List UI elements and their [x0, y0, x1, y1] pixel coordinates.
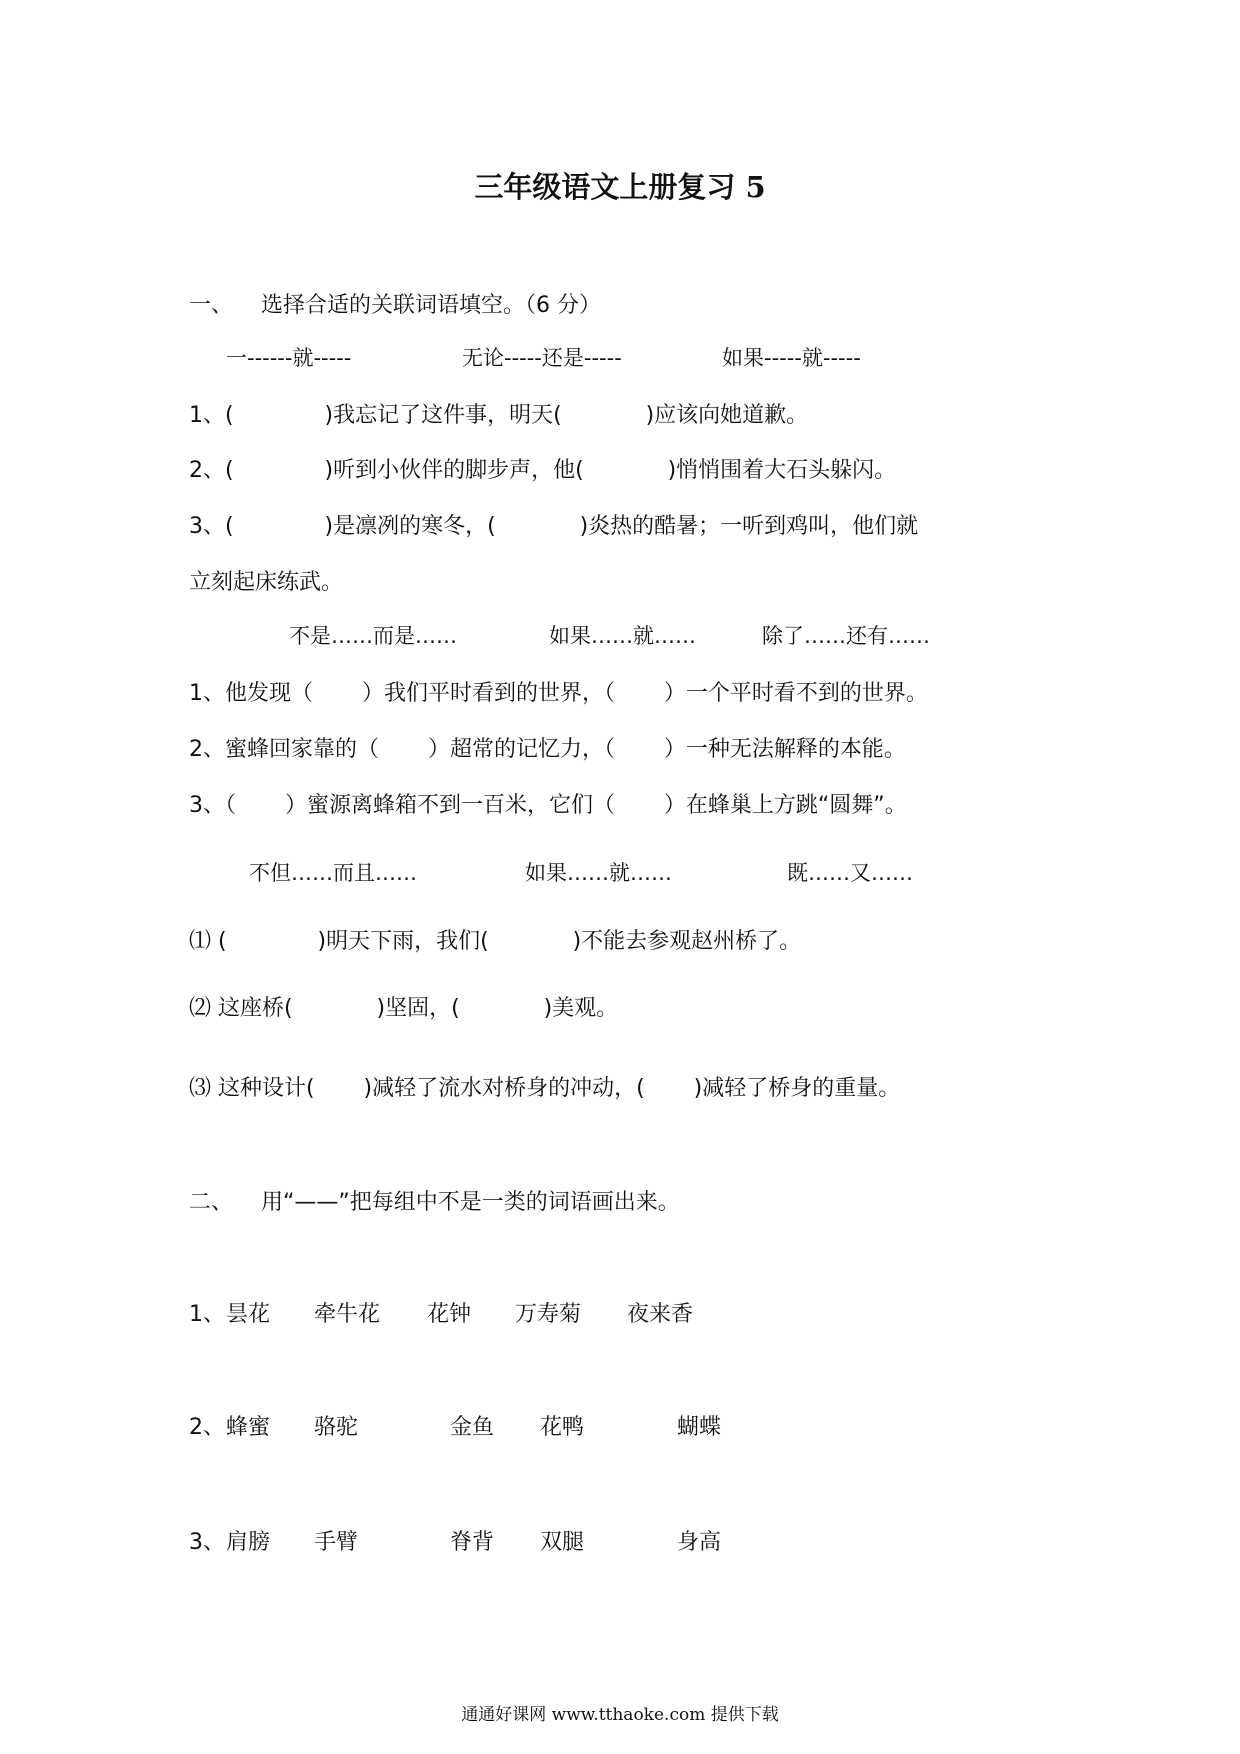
word: 牵牛花	[314, 1302, 381, 1327]
word: 身高	[677, 1530, 722, 1555]
word: 双腿	[540, 1530, 585, 1555]
word: 昙花	[226, 1302, 271, 1327]
word: 夜来香	[627, 1302, 694, 1327]
page-title: 三年级语文上册复习 5	[474, 170, 766, 204]
question-1-3: 3、( )是凛冽的寒冬，( )炎热的酷暑；一听到鸡叫，他们就	[189, 514, 919, 539]
option-1-3: 如果-----就-----	[722, 346, 861, 370]
word: 花钟	[427, 1302, 472, 1327]
option-3-3: 既……又……	[787, 861, 913, 885]
question-2-3: 3、（ ）蜜源离蜂箱不到一百米，它们（ ）在蜂巢上方跳“圆舞”。	[189, 793, 907, 818]
word: 手臂	[314, 1530, 359, 1555]
question-1-2: 2、( )听到小伙伴的脚步声，他( )悄悄围着大石头躲闪。	[189, 458, 897, 483]
question-1-3-continued: 立刻起床练武。	[189, 570, 344, 595]
word: 蜂蜜	[226, 1415, 271, 1440]
section-2-heading: 二、 用“——”把每组中不是一类的词语画出来。	[189, 1190, 680, 1215]
option-3-1: 不但……而且……	[249, 861, 417, 885]
option-1-1: 一------就-----	[226, 346, 352, 370]
word: 肩膀	[226, 1530, 271, 1555]
option-2-1: 不是……而是……	[289, 624, 457, 648]
option-3-2: 如果……就……	[525, 861, 672, 885]
word: 金鱼	[450, 1415, 495, 1440]
question-3-1: ⑴ ( )明天下雨，我们( )不能去参观赵州桥了。	[189, 929, 802, 954]
option-2-2: 如果……就……	[549, 624, 696, 648]
question-3-2: ⑵ 这座桥( )坚固，( )美观。	[189, 996, 619, 1021]
option-1-2: 无论-----还是-----	[462, 346, 622, 370]
word: 骆驼	[314, 1415, 359, 1440]
word-group-number: 2、	[189, 1415, 225, 1440]
question-2-1: 1、他发现（ ）我们平时看到的世界，（ ）一个平时看不到的世界。	[189, 681, 928, 706]
question-3-3: ⑶ 这种设计( )减轻了流水对桥身的冲动，( )减轻了桥身的重量。	[189, 1076, 901, 1101]
option-2-3: 除了……还有……	[762, 624, 930, 648]
word: 万寿菊	[515, 1302, 582, 1327]
footer-credit: 通通好课网 www.tthaoke.com 提供下载	[461, 1705, 779, 1725]
question-1-1: 1、( )我忘记了这件事，明天( )应该向她道歉。	[189, 403, 809, 428]
question-2-2: 2、蜜蜂回家靠的（ ）超常的记忆力，（ ）一种无法解释的本能。	[189, 737, 906, 762]
section-1-heading: 一、 选择合适的关联词语填空。（6 分）	[189, 293, 601, 318]
word: 花鸭	[540, 1415, 585, 1440]
word-group-number: 1、	[189, 1302, 225, 1327]
word: 脊背	[450, 1530, 495, 1555]
word-group-number: 3、	[189, 1530, 225, 1555]
word: 蝴蝶	[677, 1415, 722, 1440]
